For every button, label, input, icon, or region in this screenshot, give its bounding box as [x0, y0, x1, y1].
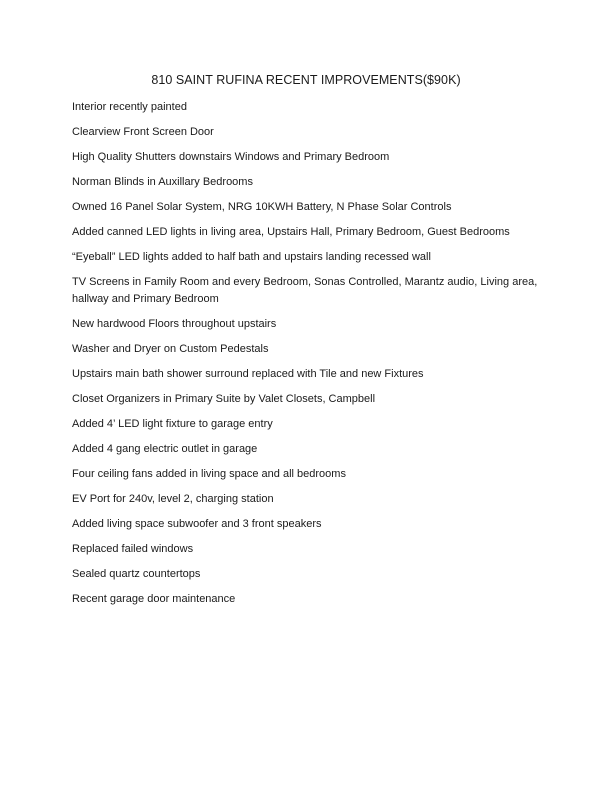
list-item: Replaced failed windows	[72, 543, 194, 555]
list-item: Upstairs main bath shower surround replaced with Tile and new Fixtures	[72, 368, 424, 380]
list-item: Added 4 gang electric outlet in garage	[72, 443, 258, 455]
list-item: Recent garage door maintenance	[72, 593, 236, 605]
document-title: 810 SAINT RUFINA RECENT IMPROVEMENTS($90K)	[151, 73, 461, 87]
list-item: Norman Blinds in Auxillary Bedrooms	[72, 176, 253, 188]
list-item: New hardwood Floors throughout upstairs	[72, 318, 277, 330]
list-item: Owned 16 Panel Solar System, NRG 10KWH Battery, N Phase Solar Controls	[72, 201, 452, 213]
list-item: Clearview Front Screen Door	[72, 126, 214, 138]
list-item: Sealed quartz countertops	[72, 568, 201, 580]
list-item: Added living space subwoofer and 3 front speakers	[72, 518, 322, 530]
list-item: Added 4’ LED light fixture to garage entry	[72, 418, 273, 430]
list-item: Closet Organizers in Primary Suite by Valet Closets, Campbell	[72, 393, 376, 405]
list-item: Added canned LED lights in living area, Upstairs Hall, Primary Bedroom, Guest Bedrooms	[72, 226, 510, 238]
list-item: EV Port for 240v, level 2, charging station	[72, 493, 274, 505]
list-item: TV Screens in Family Room and every Bedroom, Sonas Controlled, Marantz audio, Living area, hallway and Primary Bedroom	[72, 276, 538, 305]
list-item: “Eyeball” LED lights added to half bath and upstairs landing recessed wall	[72, 251, 431, 263]
list-item: Washer and Dryer on Custom Pedestals	[72, 343, 269, 355]
list-item: Interior recently painted	[72, 101, 187, 113]
list-item: Four ceiling fans added in living space and all bedrooms	[72, 468, 346, 480]
list-item: High Quality Shutters downstairs Windows and Primary Bedroom	[72, 151, 390, 163]
improvements-list	[72, 99, 540, 616]
